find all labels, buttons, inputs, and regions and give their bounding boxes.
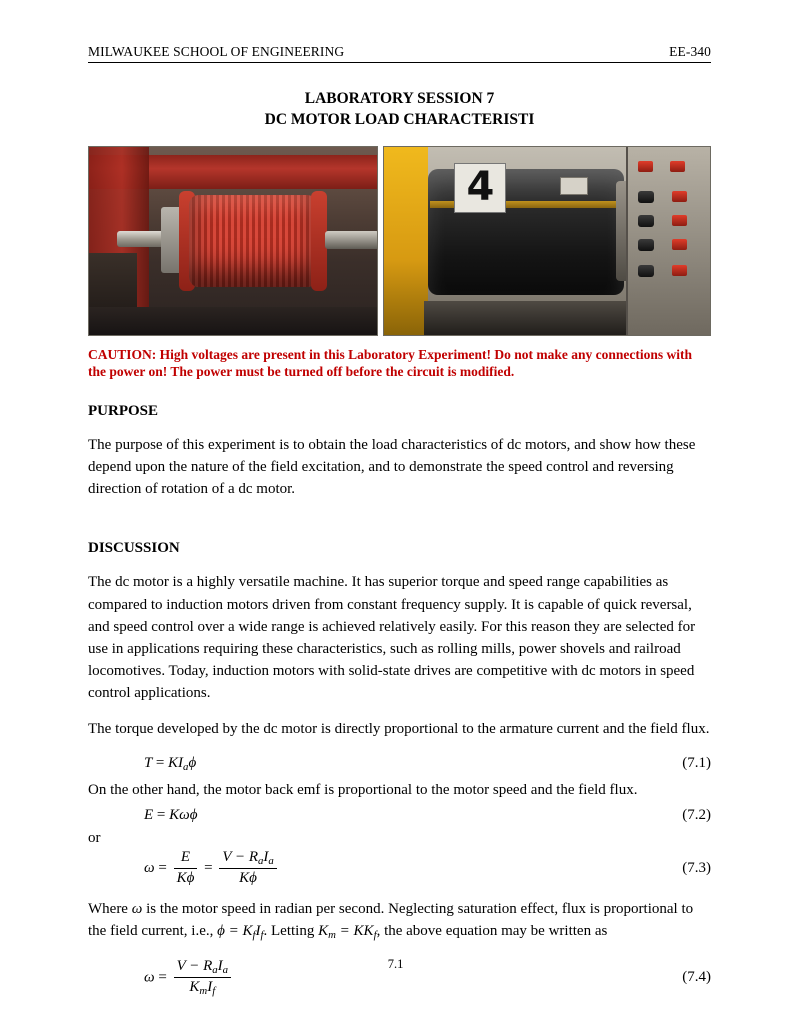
document-header bbox=[88, 44, 711, 63]
header-institution: MILWAUKEE SCHOOL OF ENGINEERING bbox=[88, 44, 345, 59]
figure-row bbox=[88, 146, 711, 336]
photo-armature-core bbox=[189, 195, 317, 287]
panel-knob bbox=[638, 239, 654, 251]
panel-knob bbox=[638, 191, 654, 203]
panel-knob bbox=[638, 265, 654, 277]
panel-knob bbox=[638, 215, 654, 227]
purpose-paragraph: The purpose of this experiment is to obtain the load characteristics of dc motors, and show how these depend upon the nature of the field excitation, and to demonstrate the speed control and reversing direction of rotation of a dc motor. bbox=[88, 436, 696, 498]
inline-km-a: K bbox=[318, 922, 329, 939]
panel-red-terminal bbox=[672, 265, 687, 276]
photo-yellow-panel bbox=[384, 147, 428, 335]
equation-7-3-fraction-1: $\frac{E}{K\phi}$ bbox=[174, 849, 198, 887]
equation-7-1 bbox=[88, 755, 711, 773]
p3-part-c: . Letting bbox=[263, 922, 319, 939]
inline-omega: ω bbox=[131, 900, 143, 917]
header-course-code: EE-340 bbox=[669, 44, 711, 59]
equation-7-3-number: (7.3) bbox=[682, 859, 711, 876]
equation-7-4-fraction: $\frac{V - R_aI_a}{K_mI_f}$ bbox=[174, 958, 232, 998]
equation-7-3-fraction-2: $\frac{V - R_aI_a}{K\phi}$ bbox=[219, 849, 277, 888]
section-heading-discussion: DISCUSSION bbox=[88, 540, 180, 557]
equation-7-2-expression: E = Kωϕ bbox=[144, 806, 198, 823]
equation-7-3-expression: ω = $\frac{E}{K\phi}$ = $\frac{V - R_aI_a}{K\phi}$ bbox=[144, 849, 280, 888]
equation-7-4-expression: ω = $\frac{V - R_aI_a}{K_mI_f}$ bbox=[144, 958, 234, 998]
p3-part-b: is the motor speed in radian per second. Neglecting saturation effect, flux is proportional to the field current, i.e., bbox=[88, 900, 694, 939]
p3-part-a: Where bbox=[88, 900, 132, 917]
section-spacer bbox=[88, 514, 711, 540]
connector-or: or bbox=[88, 829, 101, 846]
panel-red-terminal bbox=[672, 191, 687, 202]
discussion-paragraph-2: The torque developed by the dc motor is directly proportional to the armature current and the field flux. bbox=[88, 721, 710, 738]
equation-7-2 bbox=[88, 807, 711, 824]
discussion-paragraph-3: Where ω is the motor speed in radian per second. Neglecting saturation effect, flux is proportional to the field current, i.e., $\phi = K_fI_f$. Letting $K_m = KK_f$, the above equation may be written as bbox=[88, 900, 694, 941]
equation-7-4-number: (7.4) bbox=[682, 969, 711, 986]
p3-part-d: , the above equation may be written as bbox=[376, 922, 608, 939]
photo-bench bbox=[89, 307, 377, 335]
equation-7-1-number: (7.1) bbox=[682, 755, 711, 772]
panel-red-terminal bbox=[672, 215, 687, 226]
equation-7-1-expression: $T = KI_a\phi$ bbox=[144, 754, 197, 773]
panel-red-terminal bbox=[670, 161, 685, 172]
dc-machine-armature-photo bbox=[88, 146, 378, 336]
equation-7-3 bbox=[88, 849, 711, 888]
equation-7-2-number: (7.2) bbox=[682, 806, 711, 823]
discussion-paragraph-1: The dc motor is a highly versatile machine. It has superior torque and speed range capabilities as compared to induction motors driven from constant frequency supply. It is capable of quick reversal, and speed control over a wide range is achieved relatively easily. For this reason they are selected for use in applications requiring these characteristics, such as rolling mills, power shovels and railroad locomotives. Today, induction motors with solid-state drives are competitive with dc motors in speed control applications. bbox=[88, 574, 696, 702]
title-line-2: DC MOTOR LOAD CHARACTERISTI bbox=[264, 110, 535, 128]
panel-red-terminal bbox=[638, 161, 653, 172]
photo-motor-base bbox=[424, 301, 654, 335]
title-line-1: LABORATORY SESSION 7 bbox=[304, 90, 495, 107]
caution-notice: CAUTION: High voltages are present in this Laboratory Experiment! Do not make any connections with the power on! The power must be turned off before the circuit is modified. bbox=[88, 347, 692, 380]
page-title bbox=[88, 89, 711, 130]
section-heading-purpose: PURPOSE bbox=[88, 402, 159, 419]
panel-red-terminal bbox=[672, 239, 687, 250]
photo-shaft-right bbox=[325, 231, 378, 249]
photo-nameplate bbox=[560, 177, 588, 195]
discussion-after-eq1: On the other hand, the motor back emf is proportional to the motor speed and the field flux. bbox=[88, 781, 638, 798]
dc-motor-unit-4-photo bbox=[383, 146, 711, 336]
page-number: 7.1 bbox=[387, 957, 404, 971]
motor-number-label: 4 bbox=[454, 163, 506, 213]
inline-flux-relation-a: ϕ = K bbox=[217, 922, 253, 939]
photo-control-panel bbox=[626, 147, 710, 335]
